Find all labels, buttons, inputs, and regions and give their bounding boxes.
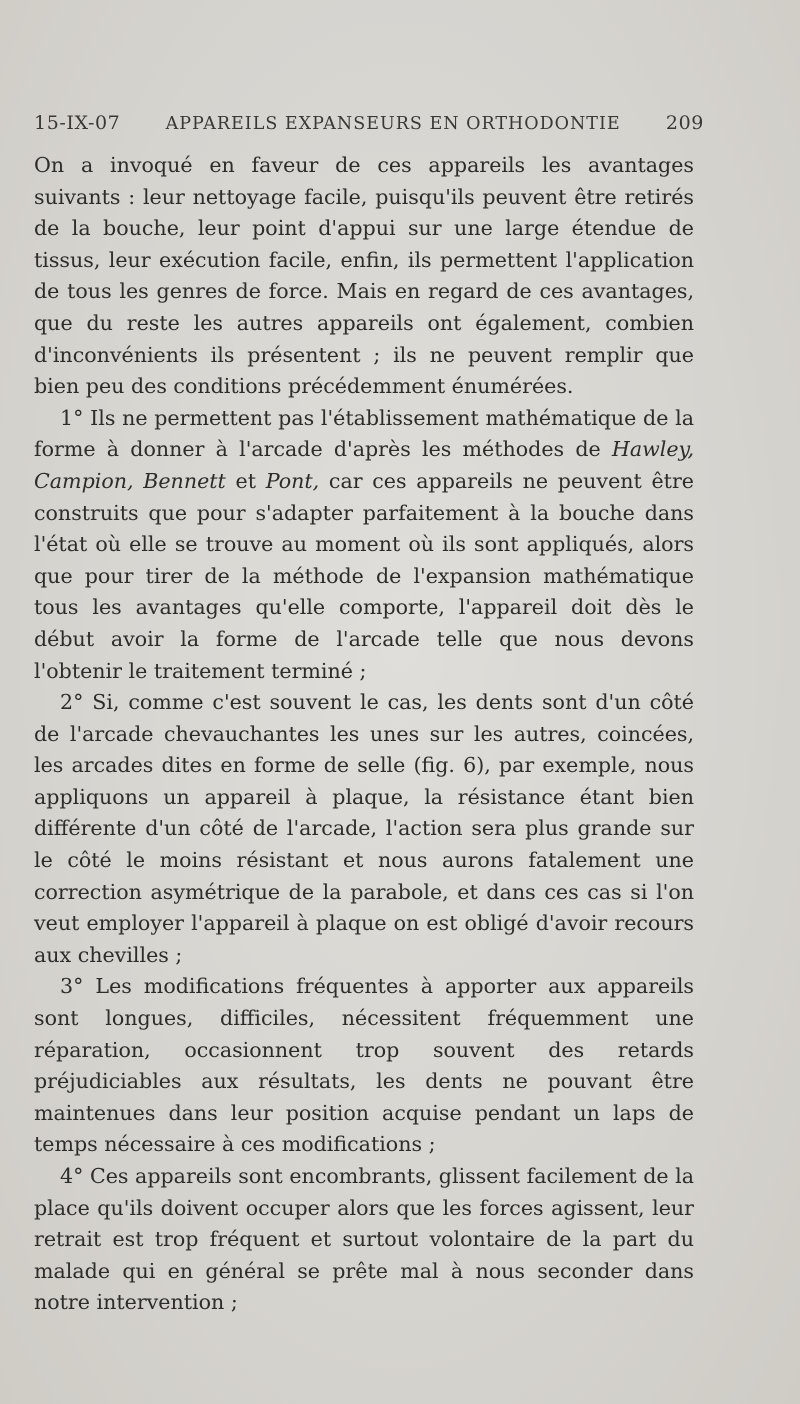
running-head [34,112,704,134]
paragraph-advantages: On a invoqué en faveur de ces appareils les avantages suivants : leur nettoyage facile, puisqu'ils peuvent être retirés de la bouche, leur point d'appui sur une large étendue de tissus, leur exécution facile, enfin, ils permettent l'application de tous les genres de force. Mais en regard de ces avantages, que du reste les autres appareils ont également, combien d'inconvénients ils présentent ; ils ne peuvent remplir que bien peu des conditions précédemment énumérées. [34,153,694,399]
paragraph-point-4: 4° Ces appareils sont encombrants, glissent facilement de la place qu'ils doivent occuper alors que les forces agissent, leur retrait est trop fréquent et surtout volontaire de la part du malade qui en général se prête mal à nous seconder dans notre intervention ; [34,1164,694,1315]
paragraph-point-1 [34,403,694,687]
point-1-start: 1° Ils ne permettent pas l'établissement mathématique de la forme à donner à l'arcade d'après les méthodes de [34,405,694,462]
running-title: APPAREILS EXPANSEURS EN ORTHODONTIE [165,114,621,134]
issue-date: 15-IX-07 [34,112,121,134]
author-hawley: Hawley, [611,437,694,462]
page-number: 209 [665,112,704,134]
point-1-rest: car ces appareils ne peuvent être construits que pour s'adapter parfaitement à la bouche dans l'état où elle se trouve au moment où ils sont appliqués, alors que pour tirer de la méthode de l'expansion mathématique tous les avantages qu'elle comporte, l'appareil doit dès le début avoir la forme de l'arcade telle que nous devons l'obtenir le traitement terminé ; [34,468,694,683]
author-pont: Pont, [265,468,320,493]
paragraph-point-2: 2° Si, comme c'est souvent le cas, les dents sont d'un côté de l'arcade chevauchantes les unes sur les autres, coincées, les arcades dites en forme de selle (fig. 6), par exemple, nous appliquons un appareil à plaque, la résistance étant bien différente d'un côté de l'arcade, l'action sera plus grande sur le côté le moins résistant et nous aurons fatalement une correction asymétrique de la parabole, et dans ces cas si l'on veut employer l'appareil à plaque on est obligé d'avoir recours aux chevilles ; [34,690,694,967]
author-campion-bennett: Campion, Bennett [34,468,226,493]
conjunction-et: et [225,468,266,493]
paragraph-point-3: 3° Les modifications fréquentes à apporter aux appareils sont longues, difficiles, nécessitent fréquemment une réparation, occasionnent trop souvent des retards préjudiciables aux résultats, les dents ne pouvant être maintenues dans leur position acquise pendant un laps de temps nécessaire à ces modifications ; [34,974,694,1157]
body-text [34,150,694,1319]
